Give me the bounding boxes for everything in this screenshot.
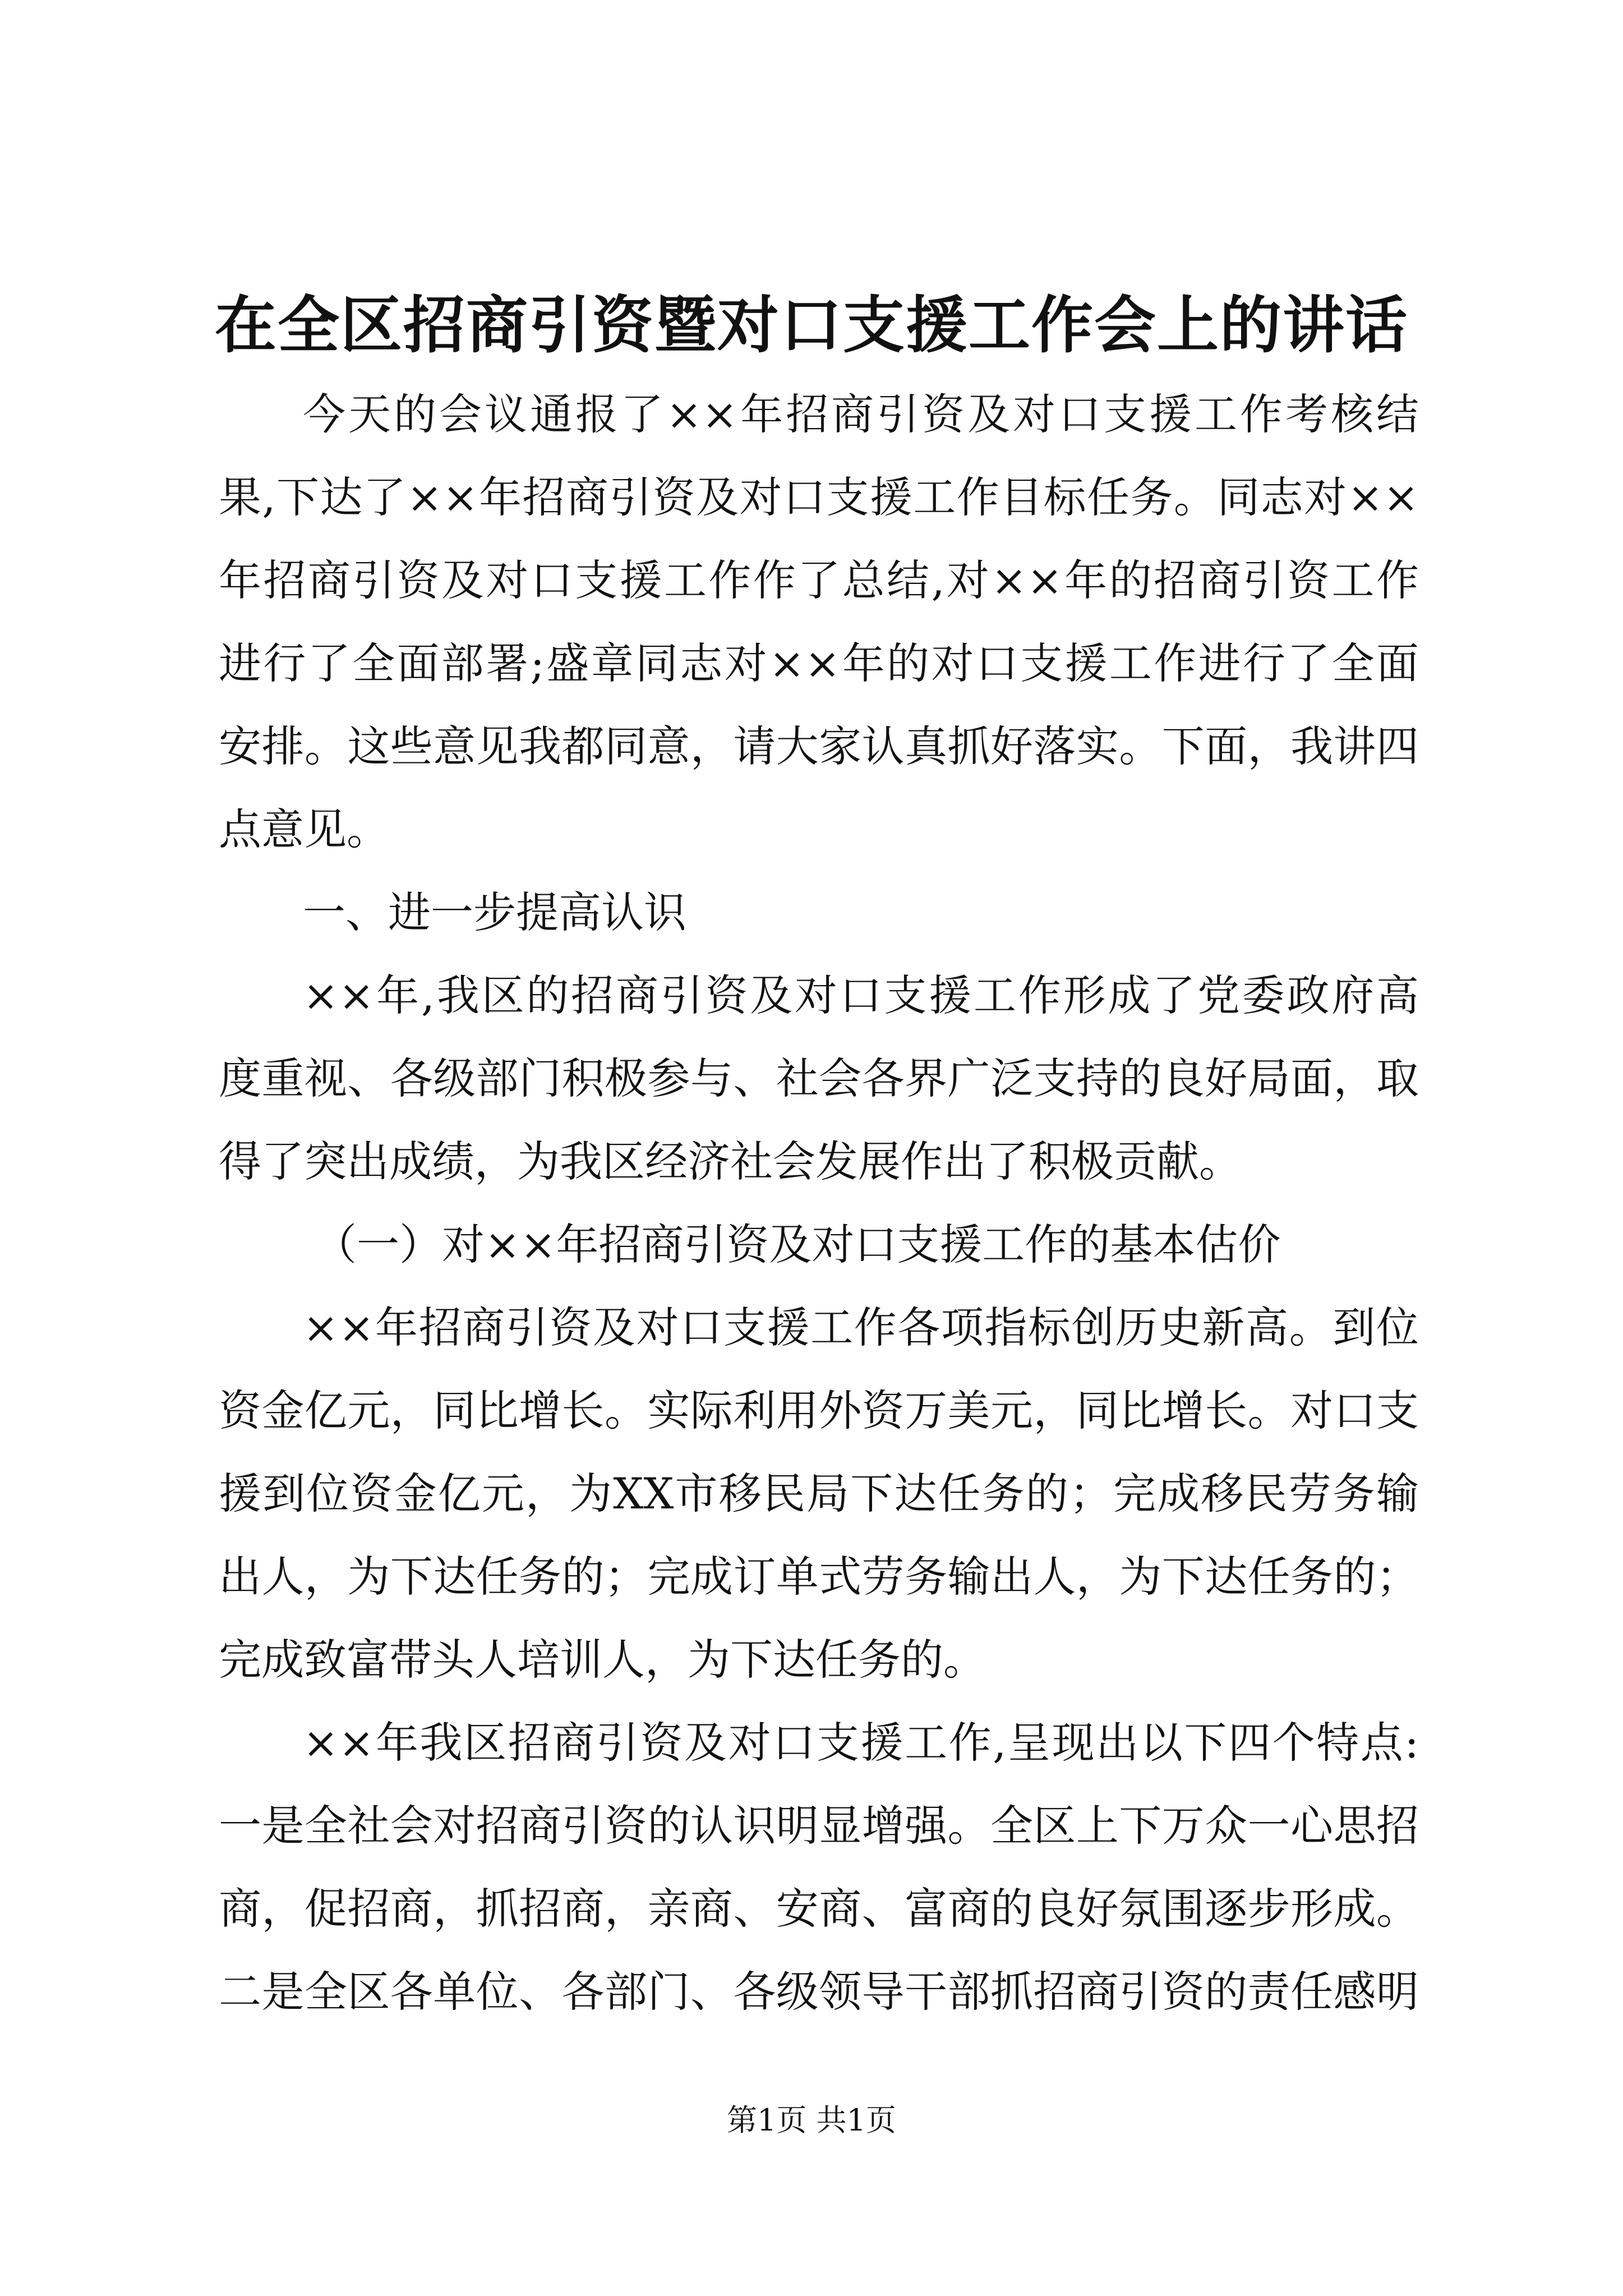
paragraph-line: 资金亿元，同比增长。实际利用外资万美元，同比增长。对口支	[219, 1386, 1419, 1435]
subsection-heading: （一）对××年招商引资及对口支援工作的基本估价	[314, 1220, 1281, 1269]
page-footer: 第1页 共1页	[727, 2102, 896, 2138]
paragraph-line: 果,下达了××年招商引资及对口支援工作目标任务。同志对××	[219, 472, 1419, 522]
paragraph-line: 二是全区各单位、各部门、各级领导干部抓招商引资的责任感明	[219, 1967, 1419, 2017]
paragraph-line: 完成致富带头人培训人，为下达任务的。	[219, 1635, 986, 1685]
paragraph-line: 年招商引资及对口支援工作作了总结,对××年的招商引资工作	[219, 555, 1419, 605]
paragraph-line: 一是全社会对招商引资的认识明显增强。全区上下万众一心思招	[219, 1801, 1419, 1851]
paragraph-line: ××年我区招商引资及对口支援工作,呈现出以下四个特点:	[303, 1718, 1419, 1768]
paragraph-line: 得了突出成绩，为我区经济社会发展作出了积极贡献。	[219, 1137, 1242, 1186]
paragraph-line: ××年招商引资及对口支援工作各项指标创历史新高。到位	[303, 1303, 1419, 1352]
paragraph-line: 点意见。	[219, 804, 389, 854]
section-heading: 一、进一步提高认识	[303, 887, 686, 937]
paragraph-line: ××年,我区的招商引资及对口支援工作形成了党委政府高	[303, 970, 1419, 1020]
paragraph-line: 援到位资金亿元，为XX市移民局下达任务的；完成移民劳务输	[219, 1469, 1419, 1519]
document-title: 在全区招商引资暨对口支援工作会上的讲话	[215, 289, 1408, 361]
paragraph-line: 出人，为下达任务的；完成订单式劳务输出人，为下达任务的；	[219, 1552, 1419, 1602]
document-body	[219, 373, 1419, 2033]
paragraph-line: 度重视、各级部门积极参与、社会各界广泛支持的良好局面，取	[219, 1053, 1419, 1103]
paragraph-line: 商，促招商，抓招商，亲商、安商、富商的良好氛围逐步形成。	[219, 1884, 1419, 1934]
paragraph-line: 今天的会议通报了××年招商引资及对口支援工作考核结	[303, 389, 1419, 439]
paragraph-line: 进行了全面部署;盛章同志对××年的对口支援工作进行了全面	[219, 638, 1419, 688]
paragraph-line: 安排。这些意见我都同意，请大家认真抓好落实。下面，我讲四	[219, 721, 1419, 771]
